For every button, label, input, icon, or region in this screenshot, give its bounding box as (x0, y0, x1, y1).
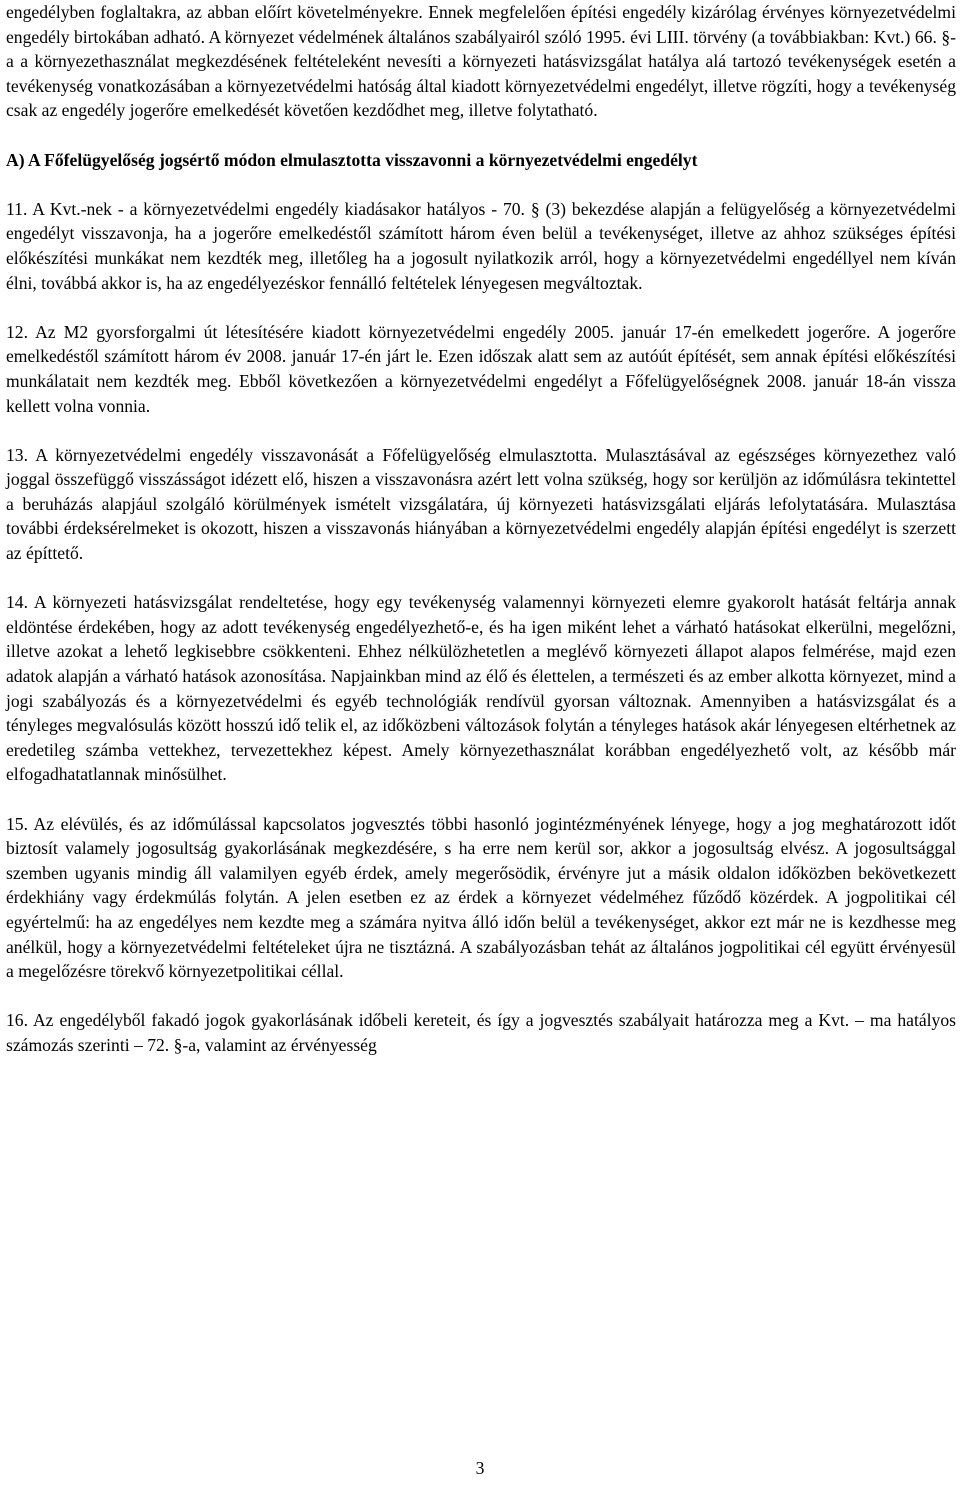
paragraph-13: 13. A környezetvédelmi engedély visszavonását a Főfelügyelőség elmulasztotta. Mulasztásával az egészséges környezethez való joggal összefüggő visszásságot idézett elő, hiszen a visszavonásra azért lett volna szükség, hogy sor kerüljön az időmúlásra tekintettel a beruházás alapjául szolgáló körülmények ismételt vizsgálatára, új környezeti hatásvizsgálati eljárás lefolytatására. Mulasztása további érdeksérelmeket is okozott, hiszen a visszavonás hiányában a környezetvédelmi engedély alapján építési engedélyt is szerzett az építtető. (6, 444, 956, 564)
paragraph-spacer (6, 123, 956, 148)
page-number: 3 (475, 1458, 485, 1478)
paragraph-11: 11. A Kvt.-nek - a környezetvédelmi engedély kiadásakor hatályos - 70. § (3) bekezdése alapján a felügyelőség a környezetvédelmi engedélyt visszavonja, ha a jogerőre emelkedéstől számított három éven belül a tevékenységet, illetve az ahhoz szükséges építési előkészítési munkákat nem kezdték meg, illetőleg ha a jogosult nyilatkozik arról, hogy a környezetvédelmi engedéllyel nem kíván élni, továbbá akkor is, ha az engedélyezéskor fennálló feltételek lényegesen megváltoztak. (6, 198, 956, 293)
paragraph-14: 14. A környezeti hatásvizsgálat rendeltetése, hogy egy tevékenység valamennyi környezeti elemre gyakorolt hatását feltárja annak eldöntése érdekében, hogy az adott tevékenység engedélyezhető-e, és ha igen miként lehet a várható hatásokat elkerülni, megelőzni, illetve azokat a lehető legkisebbre csökkenteni. Ehhez nélkülözhetetlen a meglévő környezeti állapot alapos felmérése, majd ezen adatok alapján a várható hatások azonosítása. Napjainkban mind az élő és élettelen, a természeti és az ember alkotta környezet, mind a jogi szabályozás és a környezetvédelmi és egyéb technológiák rendívül gyorsan változnak. Amennyiben a hatásvizsgálat és a tényleges megvalósulás között hosszú idő telik el, az időközbeni változások folytán a tényleges hatások akár lényegesen eltérhetnek az eredetileg számba vettekhez, tervezettekhez képest. Amely környezethasználat korábban engedélyezhető volt, az később már elfogadhatatlannak minősülhet. (6, 592, 956, 785)
paragraph-spacer (6, 295, 956, 320)
document-page (6, 0, 956, 1058)
paragraph-spacer (6, 787, 956, 812)
paragraph-intro: engedélyben foglaltakra, az abban előírt követelményekre. Ennek megfelelően építési engedély kizárólag érvényes környezetvédelmi engedély birtokában adható. A környezet védelmének általános szabályairól szóló 1995. évi LIII. törvény (a továbbiakban: Kvt.) 66. §-a a környezethasználat megkezdésének feltételeként nevesíti a környezeti hatásvizsgálat hatálya alá tartozó tevékenységek esetén a tevékenység vonatkozásában a környezetvédelmi hatóság által kiadott környezetvédelmi engedélyt, illetve rögzíti, hogy a tevékenység csak az engedély jogerőre emelkedését követően kezdődhet meg, illetve folytatható. (6, 2, 956, 121)
paragraph-spacer (6, 418, 956, 443)
paragraph-16: 16. Az engedélyből fakadó jogok gyakorlásának időbeli kereteit, és így a jogvesztés szabályait határozza meg a Kvt. – ma hatályos számozás szerinti – 72. §-a, valamint az érvényesség (6, 1010, 956, 1055)
paragraph-12: 12. Az M2 gyorsforgalmi út létesítésére kiadott környezetvédelmi engedély 2005. január 17-én emelkedett jogerőre. A jogerőre emelkedéstől számított három év 2008. január 17-én járt le. Ezen időszak alatt sem az autóút építését, sem annak építési előkészítési munkálatait nem kezdték meg. Ebből következően a környezetvédelmi engedélyt a Főfelügyelőségnek 2008. január 18-án vissza kellett volna vonnia. (6, 321, 956, 416)
section-heading: A) A Főfelügyelőség jogsértő módon elmulasztotta visszavonni a környezetvédelmi engedélyt (6, 149, 698, 170)
paragraph-spacer (6, 566, 956, 591)
paragraph-spacer (6, 172, 956, 197)
paragraph-spacer (6, 984, 956, 1009)
paragraph-15: 15. Az elévülés, és az időmúlással kapcsolatos jogvesztés többi hasonló jogintézményének lényege, hogy a jog meghatározott időt biztosít valamely jogosultság gyakorlásának megkezdésére, s ha erre nem kerül sor, akkor a jogosultság elvész. A jogosultsággal szemben ugyanis mindig áll valamilyen egyéb érdek, amely megerősödik, érvényre jut a másik oldalon időközben bekövetkezett érdekhiány vagy érdekmúlás folytán. A jelen esetben ez az érdek a környezet védelméhez fűződő közérdek. A jogpolitikai cél egyértelmű: ha az engedélyes nem kezdte meg a számára nyitva álló időn belül a tevékenységet, akkor ezt már ne is kezdhesse meg anélkül, hogy a környezetvédelmi feltételeket újra ne tisztázná. A szabályozásban tehát az általános jogpolitikai cél együtt érvényesül a megelőzésre törekvő környezetpolitikai céllal. (6, 813, 956, 982)
